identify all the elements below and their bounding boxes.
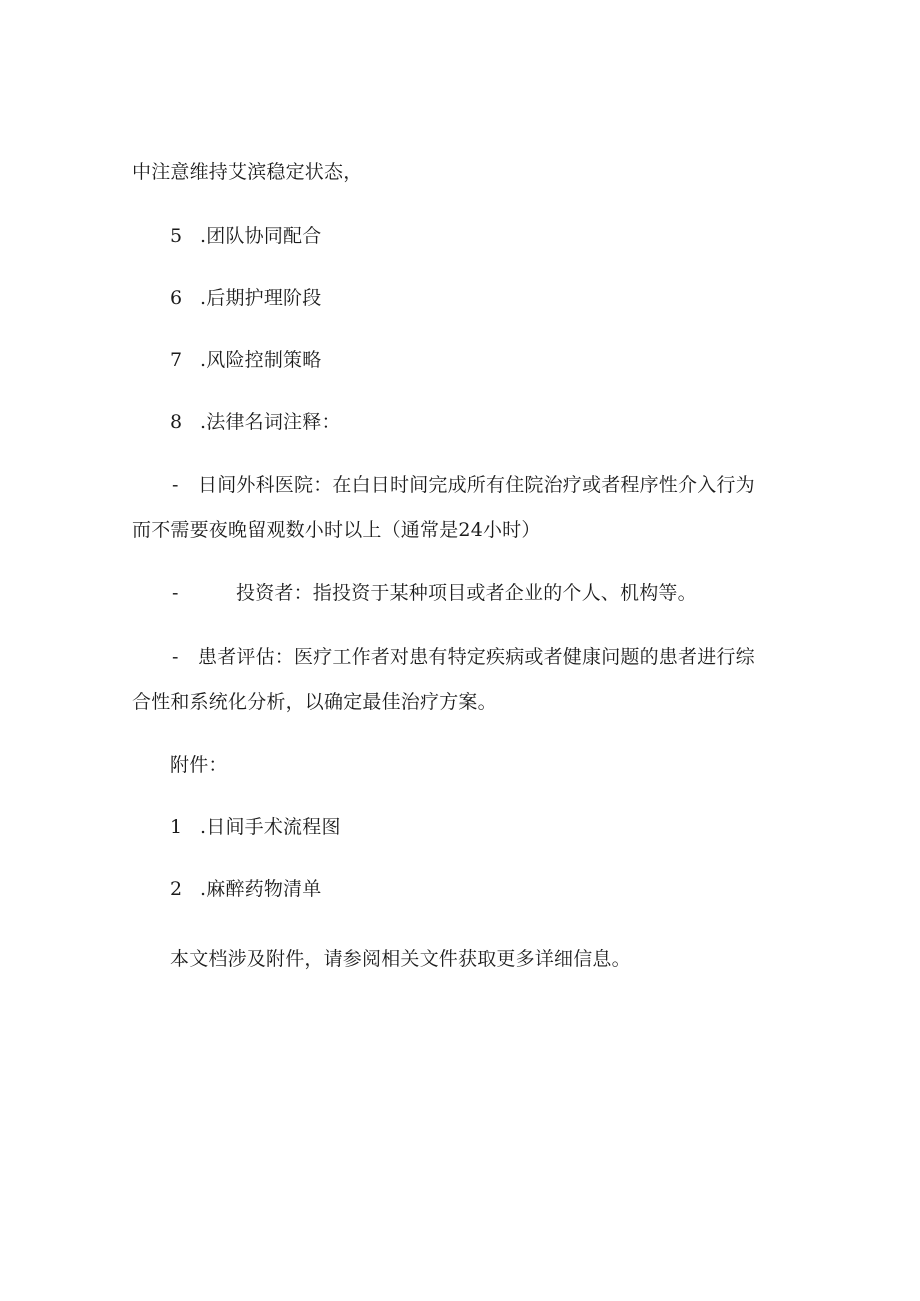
item-text: .风险控制策略 [200, 349, 322, 371]
item-text: .法律名词注释： [200, 411, 341, 433]
attachment-item [170, 877, 321, 901]
numbered-item [170, 224, 321, 248]
item-number: 7 [170, 349, 183, 371]
closing-note: 本文档涉及附件，请参阅相关文件获取更多详细信息。 [170, 948, 631, 970]
item-text: .团队协同配合 [200, 225, 322, 247]
item-number: 6 [170, 287, 183, 309]
numbered-item [170, 410, 341, 434]
continuation-line: 中注意维持艾滨稳定状态， [132, 161, 363, 183]
item-number: 5 [170, 225, 183, 247]
definition-item [172, 581, 697, 605]
item-number: 1 [170, 816, 183, 838]
definition-continuation: 合性和系统化分析，以确定最佳治疗方案。 [132, 691, 497, 713]
definition-item [172, 473, 755, 497]
bullet-dash: - [172, 582, 179, 604]
bullet-dash: - [172, 474, 179, 496]
item-number: 2 [170, 878, 183, 900]
definition-continuation: 而不需要夜晚留观数小时以上（通常是24小时） [132, 519, 541, 541]
item-number: 8 [170, 411, 183, 433]
definition-item [172, 645, 755, 669]
definition-text: 患者评估：医疗工作者对患有特定疾病或者健康问题的患者进行综 [198, 646, 755, 668]
attachment-item [170, 815, 341, 839]
item-text: .后期护理阶段 [200, 287, 322, 309]
numbered-item [170, 286, 321, 310]
bullet-dash: - [172, 646, 179, 668]
definition-text: 日间外科医院：在白日时间完成所有住院治疗或者程序性介入行为 [198, 474, 755, 496]
definition-text: 投资者：指投资于某种项目或者企业的个人、机构等。 [236, 582, 697, 604]
item-text: .麻醉药物清单 [200, 878, 322, 900]
item-text: .日间手术流程图 [200, 816, 341, 838]
attachments-heading: 附件： [170, 754, 228, 776]
numbered-item [170, 348, 321, 372]
